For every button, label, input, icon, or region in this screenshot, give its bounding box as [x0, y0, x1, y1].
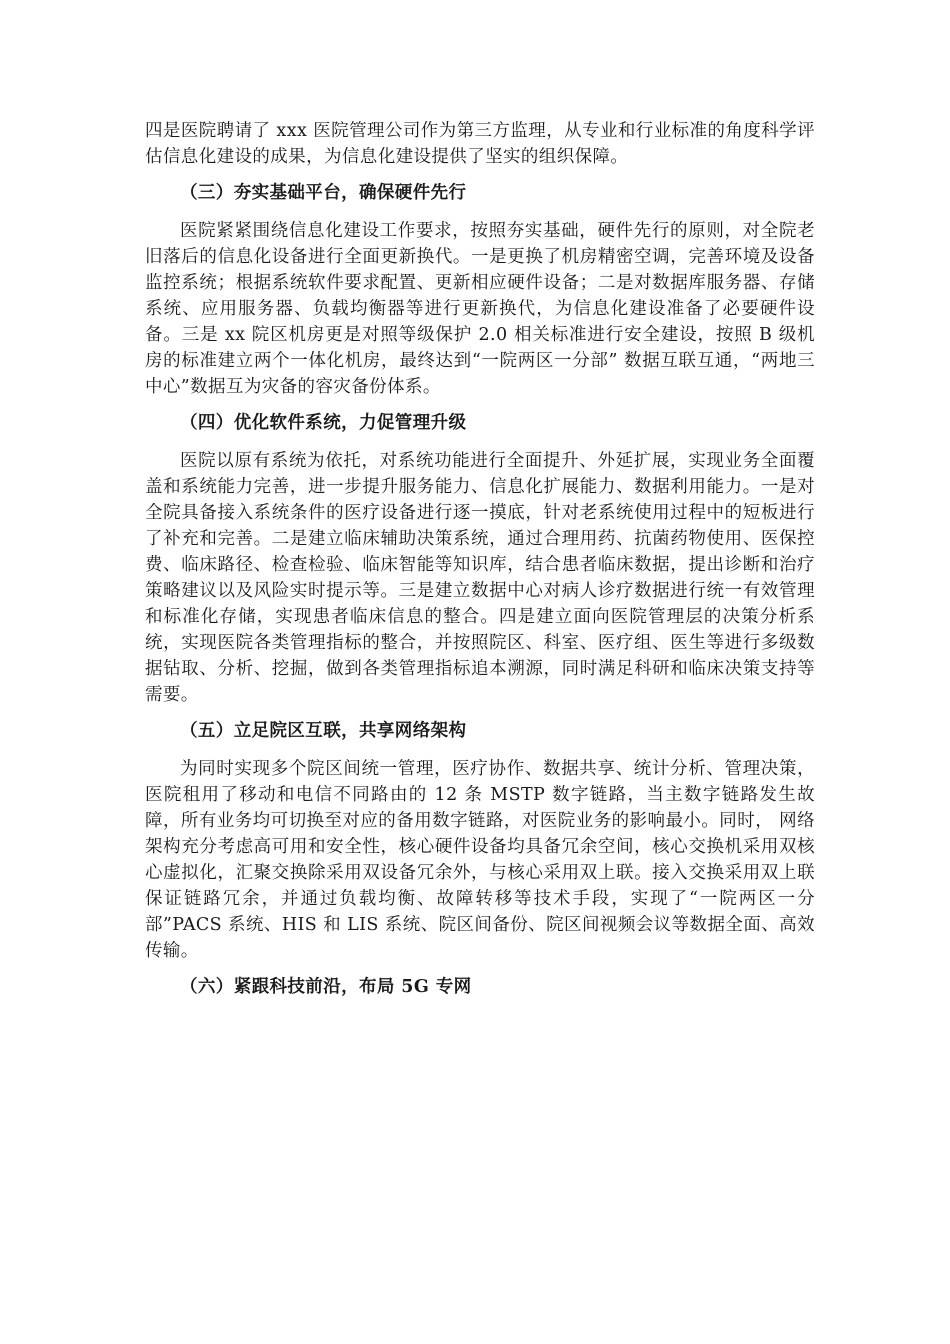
paragraph-network: 为同时实现多个院区间统一管理，医疗协作、数据共享、统计分析、管理决策，医院租用了移动和电信不同路由的 12 条 MSTP 数字链路，当主数字链路发生故障，所有业务均可切换至对应的备用数字链路，对医院业务的影响最小。同时， 网络架构充分考虑高可用和安全性，核心硬件设备均具备冗余空间，核心交换机采用双核心虚拟化，汇聚交换除采用双设备冗余外，与核心采用双上联。接入交换采用双上联保证链路冗余，并通过负载均衡、故障转移等技术手段，实现了“一院两区一分部”PACS 系统、HIS 和 LIS 系统、院区间备份、院区间视频会议等数据全面、高效传输。	[145, 759, 815, 961]
paragraph-software: 医院以原有系统为依托，对系统功能进行全面提升、外延扩展，实现业务全面覆盖和系统能力完善，进一步提升服务能力、信息化扩展能力、数据利用能力。一是对全院具备接入系统条件的医疗设备进行逐一摸底，针对老系统使用过程中的短板进行了补充和完善。二是建立临床辅助决策系统，通过合理用药、抗菌药物使用、医保控费、临床路径、检查检验、临床智能等知识库，结合患者临床数据，提出诊断和治疗策略建议以及风险实时提示等。三是建立数据中心对病人诊疗数据进行统一有效管理和标准化存储，实现患者临床信息的整合。四是建立面向医院管理层的决策分析系统，实现医院各类管理指标的整合，并按照院区、科室、医疗组、医生等进行多级数据钻取、分析、挖掘，做到各类管理指标追本溯源，同时满足科研和临床决策支持等需要。	[145, 451, 815, 705]
section-heading-hardware: （三）夯实基础平台，确保硬件先行	[180, 183, 467, 203]
section-heading-5g: （六）紧跟科技前沿，布局 5G 专网	[180, 977, 472, 997]
section-heading-software: （四）优化软件系统，力促管理升级	[180, 413, 467, 433]
section-heading-network: （五）立足院区互联，共享网络架构	[180, 721, 467, 741]
document-body	[145, 118, 815, 1012]
paragraph-hardware: 医院紧紧围绕信息化建设工作要求，按照夯实基础，硬件先行的原则，对全院老旧落后的信息化设备进行全面更新换代。一是更换了机房精密空调，完善环境及设备监控系统；根据系统软件要求配置、更新相应硬件设备；二是对数据库服务器、存储系统、应用服务器、负载均衡器等进行更新换代，为信息化建设准备了必要硬件设备。三是 xx 院区机房更是对照等级保护 2.0 相关标准进行安全建设，按照 B 级机房的标准建立两个一体化机房，最终达到“一院两区一分部” 数据互联互通，“两地三中心”数据互为灾备的容灾备份体系。	[145, 221, 815, 397]
paragraph-supervision: 四是医院聘请了 xxx 医院管理公司作为第三方监理，从专业和行业标准的角度科学评估信息化建设的成果，为信息化建设提供了坚实的组织保障。	[145, 121, 815, 167]
